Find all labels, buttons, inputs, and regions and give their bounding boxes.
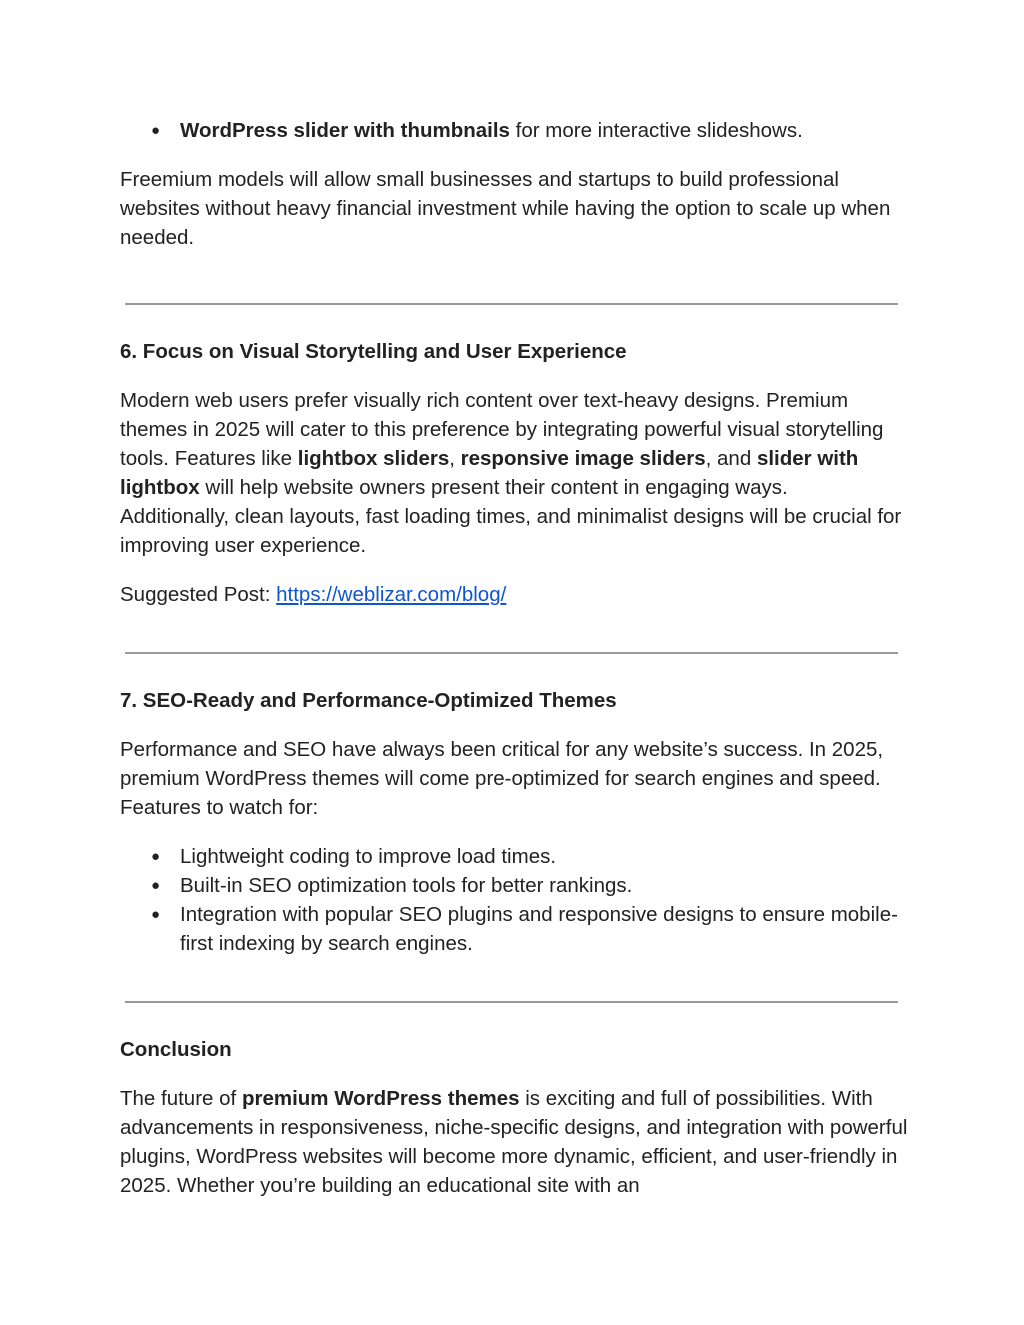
bullet-icon: ● [151, 906, 161, 923]
freemium-paragraph: Freemium models will allow small businesses and startups to build professional websites without heavy financial investment while having the option to scale up when needed. [120, 168, 891, 249]
document-page [120, 116, 910, 1200]
list-item [120, 900, 910, 958]
paragraph-text: will help website owners present their content in engaging ways. [199, 476, 788, 499]
list-item [120, 842, 910, 871]
list-item-text: Built-in SEO optimization tools for better rankings. [180, 874, 633, 897]
section-heading: 6. Focus on Visual Storytelling and User Experience [120, 340, 627, 363]
section6-paragraph [120, 386, 910, 502]
paragraph-text: , [449, 447, 461, 470]
bullet-icon: ● [151, 848, 161, 865]
list-item-text: for more interactive slideshows. [509, 119, 803, 142]
bullet-icon: ● [151, 122, 161, 139]
list-item-bold: WordPress slider with thumbnails [180, 119, 510, 142]
suggested-post [120, 580, 910, 609]
seo-feature-list [120, 842, 910, 958]
suggested-post-link[interactable]: https://weblizar.com/blog/ [276, 583, 507, 606]
section6-paragraph-2: Additionally, clean layouts, fast loading times, and minimalist designs will be crucial for improving user experience. [120, 505, 902, 557]
paragraph-text: , and [705, 447, 757, 470]
section7-intro: Performance and SEO have always been critical for any website’s success. In 2025, premium WordPress themes will come pre-optimized for search engines and speed. Features to watch for: [120, 738, 884, 819]
section-heading: 7. SEO-Ready and Performance-Optimized Themes [120, 689, 617, 712]
section-heading: Conclusion [120, 1038, 232, 1061]
list-item [120, 871, 910, 900]
paragraph-text: The future of [120, 1087, 242, 1110]
list-item [120, 116, 910, 145]
paragraph-text: Modern web users prefer visually rich content over text-heavy designs. Premium themes in 2025 will cater to this preference by integrating powerful visual storytelling tools. Features like [120, 389, 884, 470]
bold-term: responsive image sliders [460, 447, 706, 470]
list-item-text: Integration with popular SEO plugins and responsive designs to ensure mobile-first indexing by search engines. [180, 903, 898, 955]
list-item-text: Lightweight coding to improve load times. [180, 845, 557, 868]
bold-term: lightbox sliders [297, 447, 450, 470]
conclusion-paragraph [120, 1084, 910, 1200]
feature-list [120, 116, 910, 145]
bullet-icon: ● [151, 877, 161, 894]
paragraph-text: is exciting and full of possibilities. With advancements in responsiveness, niche-specific designs, and integration with powerful plugins, WordPress websites will become more dynamic, efficient, and user-friendly in 2025. Whether you’re building an educational site with an [120, 1087, 908, 1197]
bold-term: premium WordPress themes [241, 1087, 520, 1110]
bold-term: slider with lightbox [120, 447, 859, 499]
suggested-post-label: Suggested Post: [120, 583, 277, 606]
